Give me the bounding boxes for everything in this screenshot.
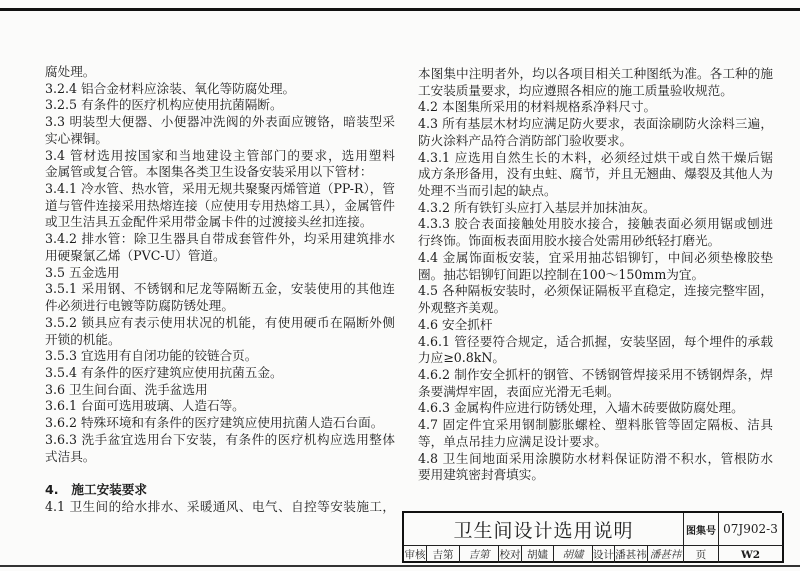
- text-line: 圈。抽芯铝铆钉间距以控制在100～150mm为宜。: [418, 266, 705, 282]
- text-line: 金属管或复合管。本图集各类卫生设备安装采用以下管材：: [45, 164, 373, 180]
- text-line: 4.3.1 应选用自然生长的木料，必须经过烘干或自然干燥后锯: [418, 149, 773, 165]
- section-title: 施工安装要求: [71, 481, 147, 497]
- text-line: 道与管件连接采用热熔连接（应使用专用热熔工具），金属管件: [45, 197, 395, 213]
- designer-signature: 潘甚祎: [648, 546, 684, 563]
- text-line: 本图集中注明者外，均以各项目相关工种图纸为准。各工种的施: [418, 66, 773, 81]
- text-line: 3.6.2 特殊环境和有条件的医疗建筑应使用抗菌人造石台面。: [45, 415, 384, 431]
- text-line: 4.6.2 制作安全抓杆的钢管、不锈钢管焊接采用不锈钢焊条，焊: [418, 366, 773, 382]
- left-text-column: [45, 64, 395, 515]
- checker-signature: 胡嫿: [554, 546, 593, 563]
- text-line: 工安装质量要求，均应遵照各相应的施工质量验收规范。: [418, 82, 733, 98]
- text-line: 3.5 五金选用: [45, 264, 120, 280]
- text-line: 或卫生洁具五金配件采用带金属卡件的过渡接头丝扣连接。: [45, 214, 373, 230]
- text-line: 条要满焊牢固，表面应光滑无毛刺。: [418, 383, 620, 399]
- review-label: 审核: [404, 546, 427, 563]
- text-line: 3.5.1 采用钢、不锈钢和尼龙等隔断五金，安装使用的其他连: [45, 281, 395, 297]
- text-line: 3.5.3 宜选用有自闭功能的铰链合页。: [45, 348, 258, 364]
- text-line: 防火涂料产品符合消防部门验收要求。: [418, 132, 633, 148]
- text-line: 4.7 固定件宜采用钢制膨胀螺栓、塑料胀管等固定隔板、洁具: [418, 417, 773, 433]
- text-line: 4.6 安全抓杆: [418, 316, 493, 332]
- text-line: 3.6.1 台面可选用玻璃、人造石等。: [45, 398, 245, 414]
- text-line: 3.6.3 洗手盆宜选用台下安装，有条件的医疗机构应选用整体: [45, 431, 395, 447]
- text-line: 腐处理。: [45, 64, 96, 79]
- page-number: W2: [719, 546, 784, 563]
- text-line: 4.4 金属饰面板安装，宜采用抽芯铝铆钉，中间必须垫橡胶垫: [418, 249, 773, 265]
- reviewer-name: 吉第: [427, 546, 460, 563]
- text-line: 4.3.2 所有铁钉头应打入基层并加抹油灰。: [418, 199, 656, 215]
- text-line: 3.6 卫生间台面、洗手盆选用: [45, 381, 208, 397]
- text-line: 4.1 卫生间的给水排水、采暖通风、电气、自控等安装施工，: [45, 498, 395, 514]
- checker-name: 胡嫿: [522, 546, 554, 563]
- reviewer-signature: 吉第: [460, 546, 499, 563]
- text-line: 式洁具。: [45, 448, 96, 464]
- text-line: 3.4.2 排水管：除卫生器具自带成套管件外，均采用建筑排水: [45, 231, 395, 247]
- section-heading-4: [45, 482, 395, 499]
- section-number: 4.: [45, 481, 59, 497]
- text-line: 3.5.2 锁具应有表示使用状况的机能，有使用硬币在隔断外侧: [45, 314, 395, 330]
- text-line: 实心裸铜。: [45, 130, 108, 146]
- text-line: 等，单点吊挂力应满足设计要求。: [418, 433, 607, 449]
- text-line: 3.2.4 铝合金材料应涂装、氧化等防腐处理。: [45, 80, 296, 96]
- atlas-number: 07J902-3: [719, 513, 784, 546]
- text-line: 4.3 所有基层木材均应满足防火要求，表面涂刷防火涂料三遍，: [418, 116, 773, 132]
- text-line: 3.3 明装型大便器、小便器冲洗阀的外表面应镀铬，暗装型采: [45, 114, 395, 130]
- text-line: 力应≥0.8kN。: [418, 350, 506, 366]
- text-line: 4.6.3 金属构件应进行防锈处理，入墙木砖要做防腐处理。: [418, 400, 744, 416]
- text-line: 4.6.1 管径要符合规定，适合抓握，安装坚固，每个埋件的承载: [418, 333, 773, 349]
- page-label: 页: [684, 546, 719, 563]
- text-line: 4.3.3 胶合表面接触处用胶水接合，接触表面必须用锯或刨进: [418, 216, 773, 232]
- text-line: 4.2 本图集所采用的材料规格系净料尺寸。: [418, 99, 657, 115]
- text-line: 件必须进行电镀等防腐防锈处理。: [45, 298, 234, 314]
- text-line: 成方条形备用，没有虫蛀、腐节，并且无翘曲、爆裂及其他人为: [418, 166, 773, 182]
- text-line: 3.5.4 有条件的医疗建筑应使用抗菌五金。: [45, 364, 283, 380]
- text-line: 用硬聚氯乙烯（PVC-U）管道。: [45, 247, 226, 263]
- text-line: 3.4.1 冷水管、热水管，采用无规共聚聚丙烯管道（PP-R），管: [45, 181, 395, 197]
- right-text-column: [418, 66, 773, 484]
- atlas-number-label: 图集号: [684, 513, 719, 546]
- text-line: 3.4 管材选用按国家和当地建设主管部门的要求，选用塑料: [45, 147, 395, 163]
- text-line: 4.5 各种隔板安装时，必须保证隔板平直稳定，连接完整牢固，: [418, 283, 773, 299]
- drawing-title: 卫生间设计选用说明: [404, 513, 684, 546]
- text-line: 外观整齐美观。: [418, 300, 507, 316]
- design-label: 设计: [593, 546, 615, 563]
- text-line: 3.2.5 有条件的医疗机构应使用抗菌隔断。: [45, 97, 283, 113]
- text-line: 开锁的机能。: [45, 331, 121, 347]
- blank-line: [45, 465, 395, 482]
- text-line: 要用建筑密封膏填实。: [418, 467, 544, 483]
- bottom-border-line: [0, 565, 800, 567]
- designer-name: 潘甚祎: [615, 546, 648, 563]
- text-line: 行终饰。饰面板表面用胶水接合处需用砂纸轻打磨光。: [418, 233, 721, 249]
- check-label: 校对: [499, 546, 522, 563]
- top-border-line: [0, 8, 800, 11]
- text-line: 4.8 卫生间地面采用涂膜防水材料保证防滑不积水，管根防水: [418, 450, 773, 466]
- title-block: [402, 511, 782, 563]
- text-line: 处理不当而引起的缺点。: [418, 183, 557, 199]
